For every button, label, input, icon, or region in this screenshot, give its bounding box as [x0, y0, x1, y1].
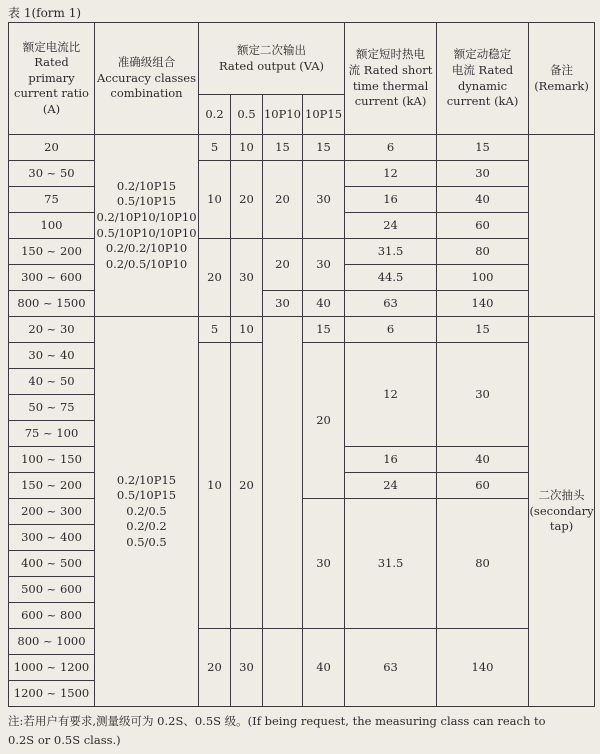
value-cell: 30 [303, 499, 345, 629]
thermal-cell: 24 [345, 473, 437, 499]
ratio-cell: 100 [9, 213, 95, 239]
dynamic-cell: 15 [437, 135, 529, 161]
header-out-10p10: 10P10 [263, 95, 303, 135]
value-cell: 10 [231, 135, 263, 161]
value-cell: 10 [231, 317, 263, 343]
value-cell: 10 [199, 161, 231, 239]
dynamic-cell: 80 [437, 239, 529, 265]
ratio-cell: 1200 ~ 1500 [9, 681, 95, 707]
thermal-cell: 31.5 [345, 499, 437, 629]
dynamic-cell: 30 [437, 343, 529, 447]
header-out-0-5: 0.5 [231, 95, 263, 135]
ratio-cell: 300 ~ 600 [9, 265, 95, 291]
dynamic-cell: 15 [437, 317, 529, 343]
value-cell: 15 [303, 317, 345, 343]
footnote [8, 712, 594, 750]
dynamic-cell: 100 [437, 265, 529, 291]
blank-cell [263, 629, 303, 707]
dynamic-cell: 30 [437, 161, 529, 187]
remark-secondary-tap: 二次抽头 (secondary tap) [529, 317, 595, 707]
accuracy-group-2: 0.2/10P15 0.5/10P15 0.2/0.5 0.2/0.2 0.5/0.5 [95, 317, 199, 707]
ratio-cell: 200 ~ 300 [9, 499, 95, 525]
ratio-cell: 75 ~ 100 [9, 421, 95, 447]
ratio-cell: 400 ~ 500 [9, 551, 95, 577]
value-cell: 5 [199, 317, 231, 343]
header-out-0-2: 0.2 [199, 95, 231, 135]
ratio-cell: 100 ~ 150 [9, 447, 95, 473]
value-cell: 20 [263, 239, 303, 291]
value-cell: 20 [231, 343, 263, 629]
ratio-cell: 150 ~ 200 [9, 239, 95, 265]
value-cell: 40 [303, 291, 345, 317]
ratio-cell: 30 ~ 40 [9, 343, 95, 369]
dynamic-cell: 40 [437, 187, 529, 213]
value-cell: 20 [231, 161, 263, 239]
dynamic-cell: 140 [437, 629, 529, 707]
dynamic-cell: 40 [437, 447, 529, 473]
value-cell: 5 [199, 135, 231, 161]
footnote-line-2: 0.2S or 0.5S class.) [8, 733, 121, 747]
ratings-table [8, 22, 595, 707]
value-cell: 30 [303, 161, 345, 239]
dynamic-cell: 60 [437, 473, 529, 499]
ratio-cell: 600 ~ 800 [9, 603, 95, 629]
ratio-cell: 800 ~ 1500 [9, 291, 95, 317]
value-cell: 15 [263, 135, 303, 161]
header-output: 额定二次输出 Rated output (VA) [199, 23, 345, 95]
thermal-cell: 63 [345, 629, 437, 707]
header-thermal: 额定短时热电 流 Rated short time thermal current (kA) [345, 23, 437, 135]
value-cell: 20 [263, 161, 303, 239]
value-cell: 30 [231, 629, 263, 707]
ratio-cell: 800 ~ 1000 [9, 629, 95, 655]
thermal-cell: 12 [345, 161, 437, 187]
ratio-cell: 20 ~ 30 [9, 317, 95, 343]
footnote-line-1: 注:若用户有要求,测量级可为 0.2S、0.5S 级。(If being request, the measuring class can reach to [8, 714, 546, 728]
thermal-cell: 31.5 [345, 239, 437, 265]
value-cell: 20 [303, 343, 345, 499]
value-cell: 20 [199, 629, 231, 707]
value-cell: 40 [303, 629, 345, 707]
thermal-cell: 44.5 [345, 265, 437, 291]
ratio-cell: 40 ~ 50 [9, 369, 95, 395]
thermal-cell: 6 [345, 135, 437, 161]
thermal-cell: 16 [345, 187, 437, 213]
ratio-cell: 1000 ~ 1200 [9, 655, 95, 681]
table-caption: 表 1(form 1) [8, 6, 82, 20]
header-out-10p15: 10P15 [303, 95, 345, 135]
header-dynamic: 额定动稳定 电流 Rated dynamic current (kA) [437, 23, 529, 135]
ratio-cell: 20 [9, 135, 95, 161]
header-accuracy: 准确级组合 Accuracy classes combination [95, 23, 199, 135]
thermal-cell: 6 [345, 317, 437, 343]
accuracy-group-1: 0.2/10P15 0.5/10P15 0.2/10P10/10P10 0.5/10P10/10P10 0.2/0.2/10P10 0.2/0.5/10P10 [95, 135, 199, 317]
ratio-cell: 300 ~ 400 [9, 525, 95, 551]
ratio-cell: 150 ~ 200 [9, 473, 95, 499]
header-ratio: 额定电流比 Rated primary current ratio (A) [9, 23, 95, 135]
thermal-cell: 24 [345, 213, 437, 239]
thermal-cell: 12 [345, 343, 437, 447]
value-cell: 15 [303, 135, 345, 161]
ratio-cell: 75 [9, 187, 95, 213]
value-cell: 20 [199, 239, 231, 317]
value-cell: 30 [231, 239, 263, 317]
dynamic-cell: 60 [437, 213, 529, 239]
ratio-cell: 30 ~ 50 [9, 161, 95, 187]
value-cell: 10 [199, 343, 231, 629]
header-remark: 备注 (Remark) [529, 23, 595, 135]
thermal-cell: 16 [345, 447, 437, 473]
thermal-cell: 63 [345, 291, 437, 317]
blank-cell [263, 317, 303, 629]
remark-blank-1 [529, 135, 595, 317]
dynamic-cell: 80 [437, 499, 529, 629]
value-cell: 30 [263, 291, 303, 317]
value-cell: 30 [303, 239, 345, 291]
ratio-cell: 500 ~ 600 [9, 577, 95, 603]
ratio-cell: 50 ~ 75 [9, 395, 95, 421]
dynamic-cell: 140 [437, 291, 529, 317]
